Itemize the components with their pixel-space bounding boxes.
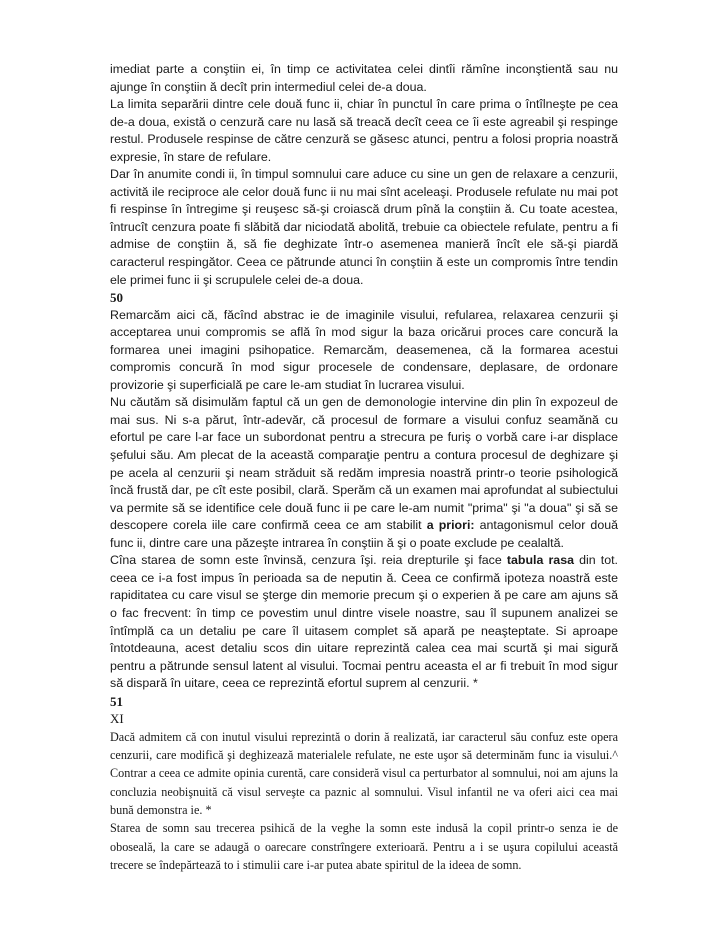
paragraph: imediat parte a conştiin ei, în timp ce activitatea celei dintîi rămîne inconştientă sau nu ajunge în conştiin ă decît prin intermediul celei de-a doua. [110, 62, 618, 94]
paragraph: Dacă admitem că con inutul visului reprezintă o dorin ă realizată, iar caracterul său confuz este opera cenzurii, care modifică şi deghizează materialele refulate, ne este uşor să determinăm func ia visului.^ Contrar a ceea ce admite opinia curentă, care consideră visul ca perturbator al somnului, noi am ajuns la concluzia neobişnuită că visul serveşte ca paznic al somnului. Visul infantil ne va oferi aici cea mai bună demonstra ie. * [110, 729, 618, 817]
chapter-heading: XI [110, 711, 124, 727]
text-run: Cîna starea de somn este învinsă, cenzura îşi. reia drepturile şi face [110, 553, 507, 568]
page-number: 50 [110, 290, 123, 306]
page-number: 51 [110, 693, 123, 709]
text-run: din tot. ceea ce i-a fost impus în perioada sa de neputin ă. Ceea ce confirmă ipoteza noastră este rapiditatea cu care visul se şterge din memorie precum şi o experien ă pe care am ajuns să o fac frecvent: în timp ce povestim unul dintre visele noastre, sau îl supunem analizei se întîmplă ca un detaliu pe care îl uitasem complet să apară pe neaşteptate. Si aproape întotdeauna, acest detaliu scos din uitare reprezintă calea cea mai scurtă şi mai sigură pentru a pătrunde sensul latent al visului. Tocmai pentru aceasta el ar fi trebuit în mod sigur să dispară în uitare, ceea ce reprezintă efortul suprem al cenzurii. * [110, 553, 618, 691]
paragraph [110, 394, 618, 552]
section-text-2 [110, 307, 618, 693]
paragraph [110, 552, 618, 692]
bold-term: a priori: [426, 518, 475, 533]
paragraph: Remarcăm aici că, făcînd abstrac ie de imaginile visului, refularea, relaxarea cenzurii şi acceptarea unui compromis se află în mod sigur la baza oricărui proces care concură la formarea unei imagini psihopatice. Remarcăm, deasemenea, că la formarea acestui compromis concură în mod sigur procesele de condensare, deplasare, de ordonare provizorie şi superficială pe care le-am studiat în lucrarea visului. [110, 307, 618, 392]
paragraph: Dar în anumite condi ii, în timpul somnului care aduce cu sine un gen de relaxare a cenzurii, activită ile reciproce ale celor două func ii nu mai sînt aceleaşi. Produsele refulate nu mai pot fi respinse în întregime şi reuşesc să-şi croiască drum pînă la conştiin ă. Cu toate acestea, întrucît cenzura poate fi slăbită dar niciodată abolită, trebuie ca obiectele refulate, pentru a fi admise de conştiin ă, să fie deghizate într-o asemenea manieră încît ele să-şi piardă caracterul respingător. Ceea ce pătrunde atunci în conştiin ă este un compromis între tendin ele primei func ii şi scrupulele celei de-a doua. [110, 167, 618, 287]
paragraph: La limita separării dintre cele două func ii, chiar în punctul în care prima o întîlneşte pe cea de-a doua, există o cenzură care nu lasă să treacă decît ceea ce îi este agreabil şi respinge restul. Produsele respinse de către cenzură se găsesc atunci, pentru a folosi propria noastră expresie, în stare de refulare. [110, 97, 618, 164]
text-run: antagonismul celor două func ii, dintre care una păzeşte intrarea în conştiin ă şi o poate exclude pe cealaltă. [110, 518, 618, 550]
bold-term: tabula rasa [506, 553, 574, 568]
section-text-3 [110, 728, 618, 874]
text-run: Nu căutăm să disimulăm faptul că un gen de demonologie intervine din plin în expozeul de mai sus. Ni s-a părut, într-adevăr, că procesul de formare a visului confuz seamănă cu efortul pe care l-ar face un subordonat pentru a strecura pe furiş o vorbă care i-ar displace şefului său. Am plecat de la această comparaţie pentru a contura procesul de deghizare şi pe acela al cenzurii şi neam străduit să redăm impresia noastră printr-o teorie psihologică încă frustă dar, pe cît este posibil, clară. Sperăm că un examen mai aprofundat al subiectului va permite să se identifice cele două func ii pe care le-am numit "prima" şi "a doua" şi să se descopere corela iile care confirmă ceea ce am stabilit [110, 395, 618, 533]
document-page [110, 61, 618, 874]
paragraph: Starea de somn sau trecerea psihică de la veghe la somn este indusă la copil printr-o senza ie de oboseală, la care se adaugă o oarecare constrîngere exterioară. Pentru a i se uşura copilului această trecere se îndepărtează to i stimulii care i-ar putea abate spiritul de la ideea de somn. [110, 821, 618, 872]
section-text-1 [110, 61, 618, 289]
